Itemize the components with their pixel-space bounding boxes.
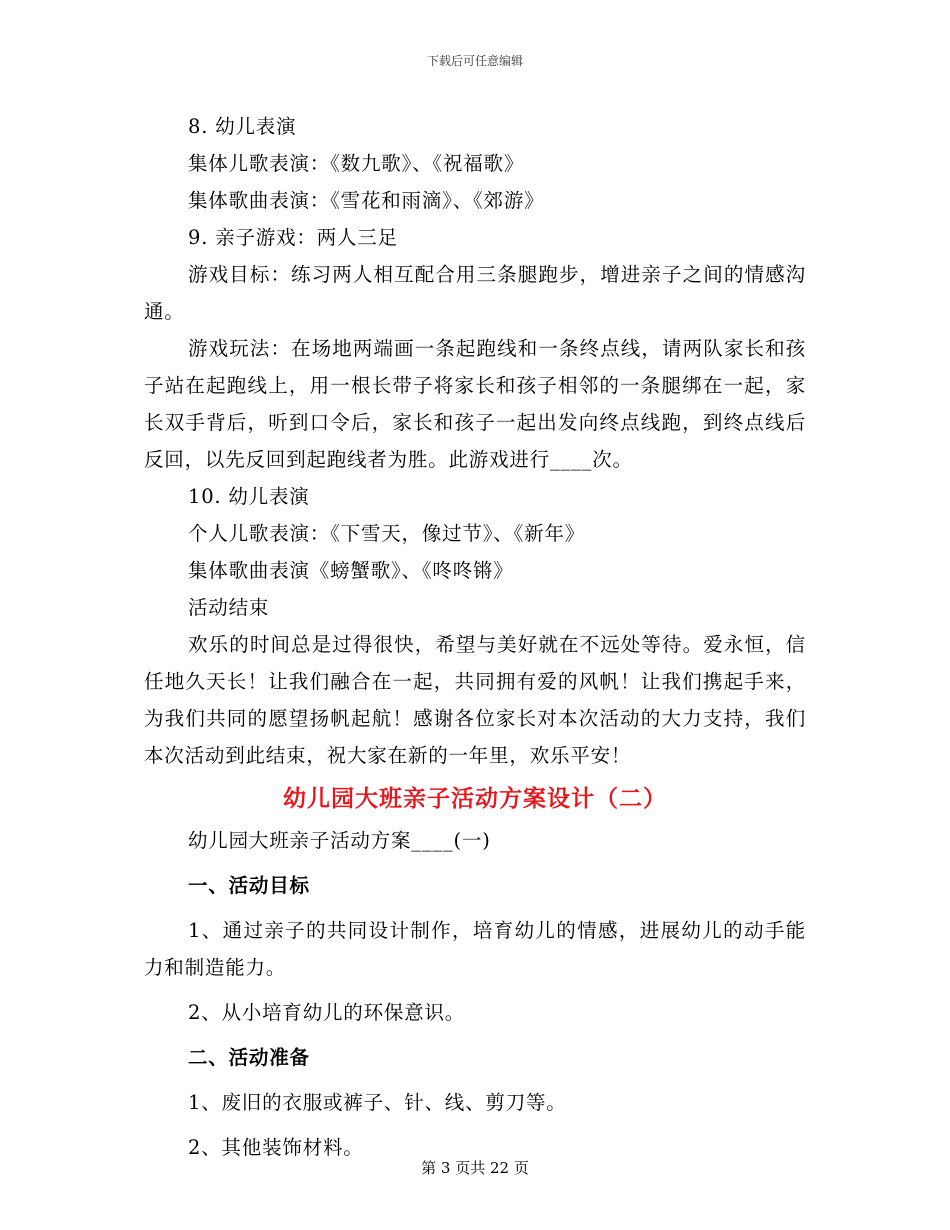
heading-activity-goals: 一、活动目标 [188,874,310,897]
item-8-title: 8. 幼儿表演 [188,115,297,138]
item-10-line-1: 个人儿歌表演：《下雪天，像过节》、《新年》 [188,522,586,545]
item-9-play: 游戏玩法：在场地两端画一条起跑线和一条终点线，请两队家长和孩子站在起跑线上，用一根长带子将家长和孩子相邻的一条腿绑在一起，家长双手背后，听到口令后，家长和孩子一起出发向终点线跑，到终点线后反回，以先反回到起跑线者为胜。此游戏进行____次。 [144,337,806,471]
activity-end-title: 活动结束 [188,596,270,619]
item-10-title: 10. 幼儿表演 [188,485,310,508]
page-footer: 第 3 页共 22 页 [421,1159,529,1177]
prep-2: 2、其他装饰材料。 [188,1136,364,1159]
activity-end-paragraph: 欢乐的时间总是过得很快，希望与美好就在不远处等待。爱永恒，信任地久天长！让我们融合在一起，共同拥有爱的风帆！让我们携起手来，为我们共同的愿望扬帆起航！感谢各位家长对本次活动的大力支持，我们本次活动到此结束，祝大家在新的一年里，欢乐平安！ [144,633,806,767]
section-2-title: 幼儿园大班亲子活动方案设计（二） [283,786,667,812]
goal-1: 1、通过亲子的共同设计制作，培育幼儿的情感，进展幼儿的动手能力和制造能力。 [144,919,806,979]
item-9-goal: 游戏目标：练习两人相互配合用三条腿跑步，增进亲子之间的情感沟通。 [144,263,806,323]
item-9-title: 9. 亲子游戏：两人三足 [188,226,398,249]
document-body [144,108,806,1166]
page-header: 下载后可任意编辑 [426,54,523,68]
section-2-subtitle: 幼儿园大班亲子活动方案____(一) [188,829,491,852]
item-8-line-1: 集体儿歌表演：《数九歌》、《祝福歌》 [188,152,525,175]
item-8-line-2: 集体歌曲表演：《雪花和雨滴》、《郊游》 [188,189,545,212]
prep-1: 1、废旧的衣服或裤子、针、线、剪刀等。 [188,1091,567,1114]
heading-activity-preparation: 二、活动准备 [188,1046,310,1069]
goal-2: 2、从小培育幼儿的环保意识。 [188,1001,466,1024]
item-10-line-2: 集体歌曲表演《螃蟹歌》、《咚咚锵》 [188,559,514,582]
